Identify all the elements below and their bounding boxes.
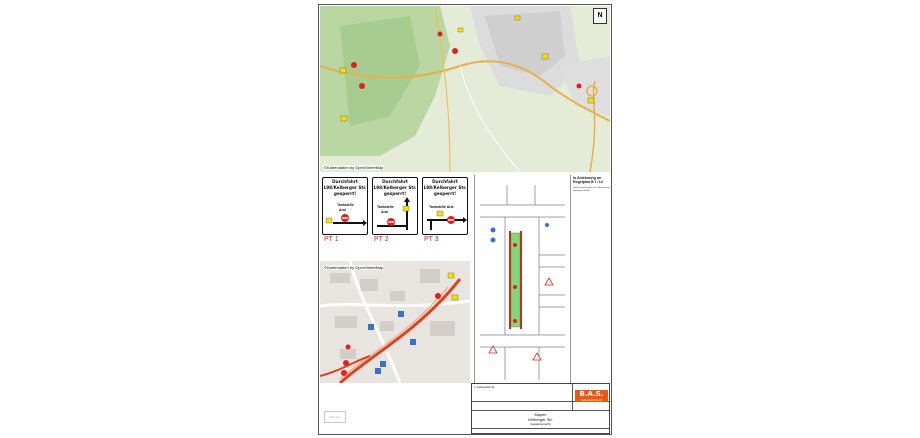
north-arrow-icon: N [593,8,607,24]
notes-heading: In Anlehnung an Regelplan B I / 14 [573,176,603,184]
title-block [471,383,610,434]
sign-station2: Aral [339,208,346,212]
notes-panel [570,175,611,383]
sign-pt3 [422,177,468,235]
sign-line2: L98/Kelberger Str. [423,185,467,190]
detail-map [320,261,470,383]
sign-station: Tankstelle [377,205,394,209]
sign-line2: L98/Kelberger Str. [373,185,417,190]
project-subject: Gesamtansicht [530,422,551,426]
company-logo: B.A.S. [575,390,608,402]
overview-map [320,6,610,172]
sign-pt2 [372,177,418,235]
sign-station: Tankstelle [337,203,354,207]
traffic-plan [474,175,569,383]
sign-line1: Durchfahrt [432,179,458,184]
plan-sheet [318,4,612,435]
phase-label: 1. Ausbauabschnitt [474,386,495,389]
detail-map-graphic [320,261,470,383]
overview-map-graphic [320,6,610,172]
project-street: Kelberger Str. [528,417,553,422]
stamp-box: Stempel [324,411,346,423]
notes-text: Verkehrszeichenplan für Vollsperrung Kelberger Straße [573,186,610,192]
sign-line3: gesperrt! [433,191,457,196]
project-location: Mayen [534,412,547,417]
sign-line1: Durchfahrt [332,179,358,184]
sign-caption: PT 1 [324,236,339,243]
sign-panels [320,175,472,251]
sign-line2: L98/Kelberger Str. [323,185,367,190]
sign-caption: PT 3 [424,236,439,243]
sign-pt1 [322,177,368,235]
sign-line1: Durchfahrt [382,179,408,184]
company-subtitle: Verkehrstechnik AG [581,399,602,402]
map-credit: ©Kartendaten by OpenStreetMap [324,165,384,170]
map-credit: ©Kartendaten by OpenStreetMap [324,265,384,270]
sign-caption: PT 2 [374,236,389,243]
sign-line3: gesperrt! [383,191,407,196]
sign-station: Tankstelle Aral [429,205,454,209]
sign-line3: gesperrt! [333,191,357,196]
traffic-plan-graphic [475,175,569,383]
sign-station2: Aral [381,210,388,214]
